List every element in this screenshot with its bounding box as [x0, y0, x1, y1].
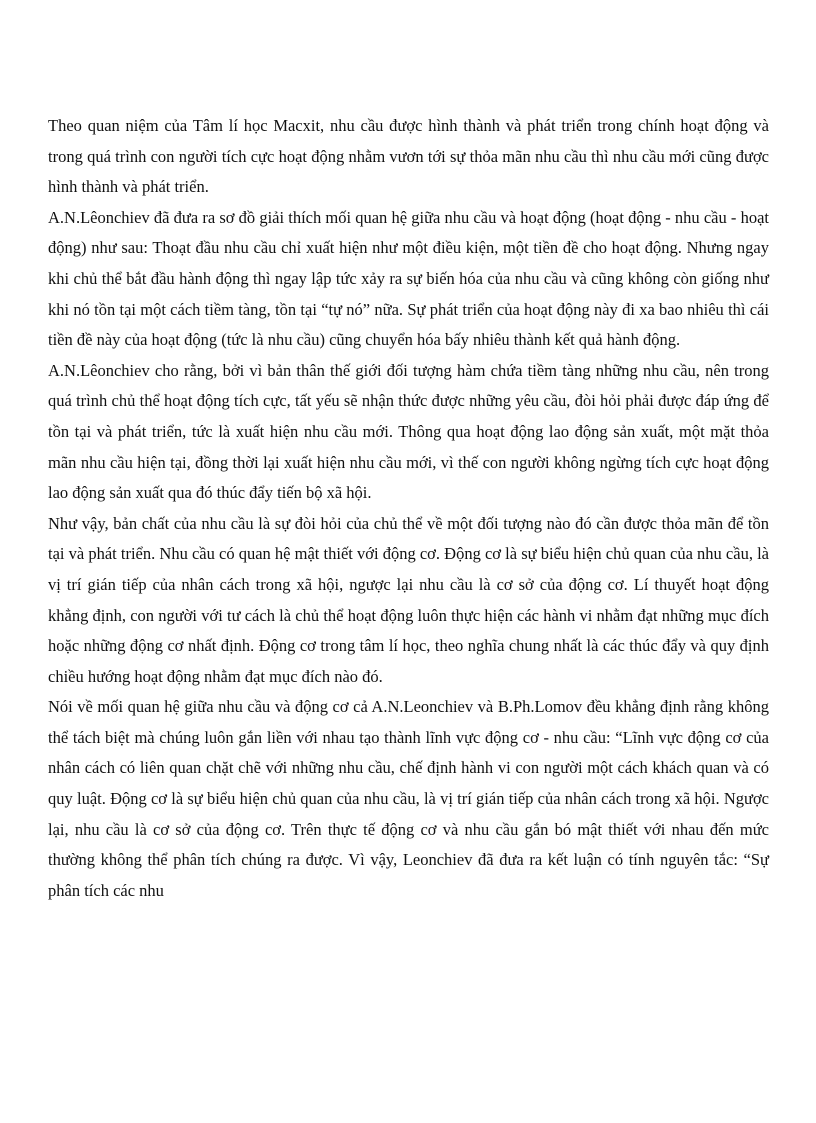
paragraph-3: A.N.Lêonchiev cho rằng, bởi vì bản thân thế giới đối tượng hàm chứa tiềm tàng những nhu cầu, nên trong quá trình chủ thể hoạt động tích cực, tất yếu sẽ nhận thức được những yêu cầu, đòi hỏi phải được đáp ứng để tồn tại và phát triển, tức là xuất hiện nhu cầu mới. Thông qua hoạt động lao động sản xuất, một mặt thỏa mãn nhu cầu hiện tại, đồng thời lại xuất hiện nhu cầu mới, vì thế con người không ngừng tích cực hoạt động lao động sản xuất qua đó thúc đẩy tiến bộ xã hội. [48, 360, 769, 503]
paragraph-4: Như vậy, bản chất của nhu cầu là sự đòi hỏi của chủ thể về một đối tượng nào đó cần được thỏa mãn để tồn tại và phát triển. Nhu cầu có quan hệ mật thiết với động cơ. Động cơ là sự biểu hiện chủ quan của nhu cầu, là vị trí gián tiếp của nhân cách trong xã hội, ngược lại nhu cầu là cơ sở của động cơ. Lí thuyết hoạt động khẳng định, con người với tư cách là chủ thể hoạt động luôn thực hiện các hành vi nhằm đạt những mục đích hoặc những động cơ nhất định. Động cơ trong tâm lí học, theo nghĩa chung nhất là các thúc đẩy và quy định chiều hướng hoạt động nhằm đạt mục đích nào đó. [48, 513, 769, 686]
paragraph-1: Theo quan niệm của Tâm lí học Macxit, nhu cầu được hình thành và phát triển trong chính hoạt động và trong quá trình con người tích cực hoạt động nhằm vươn tới sự thỏa mãn nhu cầu thì nhu cầu mới cũng được hình thành và phát triển. [48, 116, 769, 197]
paragraph-5: Nói về mối quan hệ giữa nhu cầu và động cơ cả A.N.Leonchiev và B.Ph.Lomov đều khẳng định rằng không thể tách biệt mà chúng luôn gắn liền với nhau tạo thành lĩnh vực động cơ - nhu cầu: “Lĩnh vực động cơ của nhân cách có liên quan chặt chẽ với những nhu cầu, chế định hành vi con người một cách khách quan và có quy luật. Động cơ là sự biểu hiện chủ quan của nhu cầu, là vị trí gián tiếp của nhân cách trong xã hội. Ngược lại, nhu cầu là cơ sở của động cơ. Trên thực tế động cơ và nhu cầu gắn bó mật thiết với nhau đến mức thường không thể phân tích chúng ra được. Vì vậy, Leonchiev đã đưa ra kết luận có tính nguyên tắc: “Sự phân tích các nhu [48, 697, 769, 900]
paragraph-2: A.N.Lêonchiev đã đưa ra sơ đồ giải thích mối quan hệ giữa nhu cầu và hoạt động (hoạt động - nhu cầu - hoạt động) như sau: Thoạt đầu nhu cầu chỉ xuất hiện như một điều kiện, một tiền đề cho hoạt động. Nhưng ngay khi chủ thể bắt đầu hành động thì ngay lập tức xảy ra sự biến hóa của nhu cầu và cũng không còn giống như khi nó tồn tại một cách tiềm tàng, tồn tại “tự nó” nữa. Sự phát triển của hoạt động này đi xa bao nhiêu thì cái tiền đề này của hoạt động (tức là nhu cầu) cũng chuyển hóa bấy nhiêu thành kết quả hành động. [48, 207, 769, 350]
document-page [48, 111, 769, 906]
